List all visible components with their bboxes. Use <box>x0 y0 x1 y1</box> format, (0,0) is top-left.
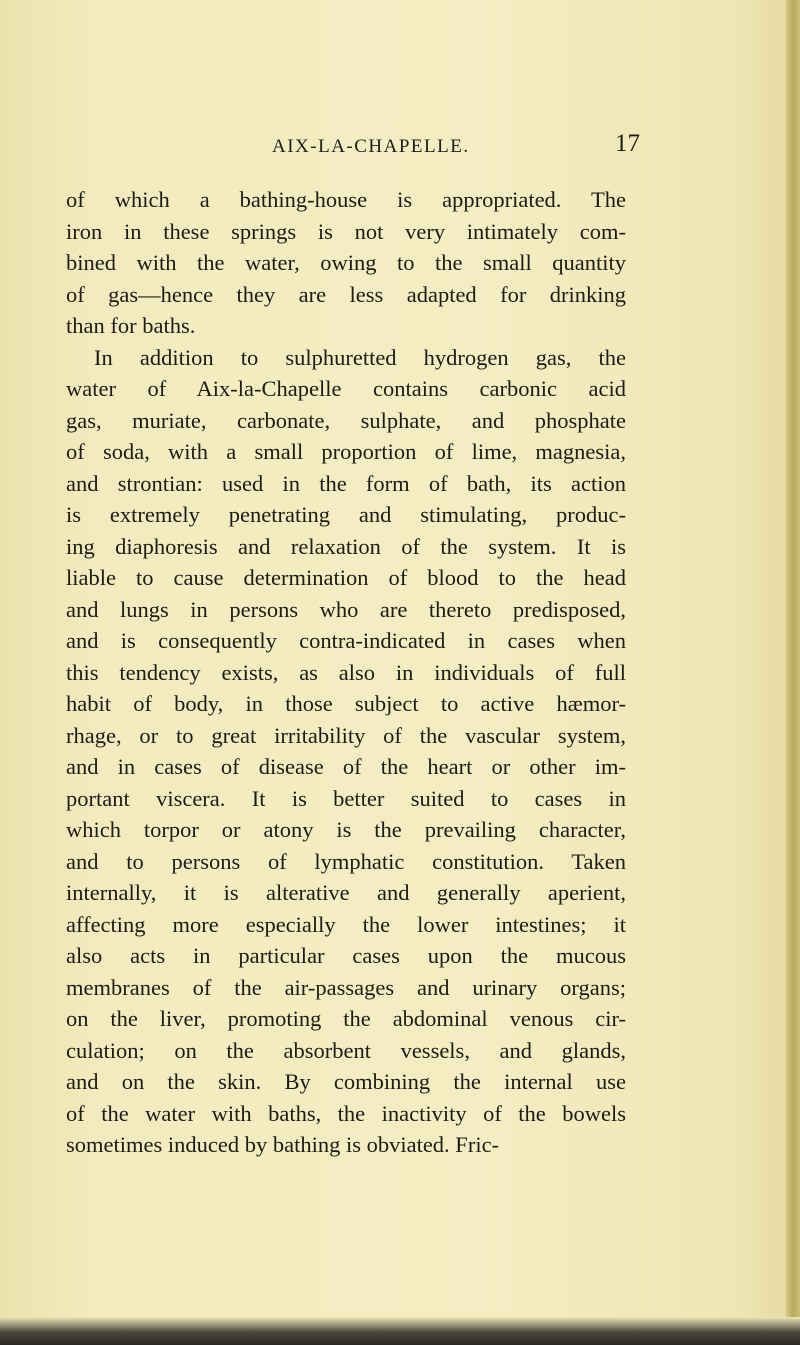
page-header <box>66 130 640 168</box>
text-line: ing diaphoresis and relaxation of the system. It is <box>66 533 626 559</box>
paragraph-start-line: In addition to sulphuretted hydrogen gas, the <box>94 344 626 370</box>
text-line: sometimes induced by bathing is obviated. Fric- <box>66 1132 500 1157</box>
text-line: also acts in particular cases upon the mucous <box>66 943 626 968</box>
text-line: bined with the water, owing to the small quantity <box>66 250 626 275</box>
text-line: liable to cause determination of blood to the head <box>66 565 626 590</box>
text-line: portant viscera. It is better suited to cases in <box>66 785 626 811</box>
text-line: of gas—hence they are less adapted for drinking <box>66 281 626 307</box>
text-line: affecting more especially the lower intestines; it <box>66 911 626 937</box>
text-line: iron in these springs is not very intimately com- <box>66 218 626 244</box>
text-line: and in cases of disease of the heart or other im- <box>66 754 626 779</box>
page-number: 17 <box>615 130 640 157</box>
page-right-edge <box>786 0 800 1345</box>
body-text <box>66 184 626 1161</box>
text-line: which torpor or atony is the prevailing character, <box>66 817 626 842</box>
text-line: and lungs in persons who are thereto predisposed, <box>66 596 626 622</box>
text-line: and on the skin. By combining the internal use <box>66 1069 626 1094</box>
text-line: internally, it is alterative and generally aperient, <box>66 880 626 905</box>
text-line: culation; on the absorbent vessels, and glands, <box>66 1037 626 1063</box>
text-line: of the water with baths, the inactivity of the bowels <box>66 1100 626 1126</box>
page-bottom-edge <box>0 1317 800 1345</box>
text-line: and to persons of lymphatic constitution. Taken <box>66 848 626 874</box>
text-line: membranes of the air-passages and urinary organs; <box>66 974 626 1000</box>
text-line: of which a bathing-house is appropriated. The <box>66 187 626 212</box>
paragraph-end-line: than for baths. <box>66 313 196 338</box>
text-line: on the liver, promoting the abdominal venous cir- <box>66 1006 626 1031</box>
text-line: water of Aix-la-Chapelle contains carbonic acid <box>66 376 626 401</box>
text-line: gas, muriate, carbonate, sulphate, and phosphate <box>66 407 626 433</box>
text-line: and is consequently contra-indicated in cases when <box>66 628 626 653</box>
text-line: habit of body, in those subject to active hæmor- <box>66 691 626 716</box>
text-line: this tendency exists, as also in individuals of full <box>66 659 626 685</box>
text-line: is extremely penetrating and stimulating, produc- <box>66 502 626 527</box>
running-title: AIX-LA-CHAPELLE. <box>272 136 470 157</box>
text-line: rhage, or to great irritability of the vascular system, <box>66 722 626 748</box>
text-line: of soda, with a small proportion of lime, magnesia, <box>66 439 626 464</box>
text-line: and strontian: used in the form of bath, its action <box>66 470 626 496</box>
